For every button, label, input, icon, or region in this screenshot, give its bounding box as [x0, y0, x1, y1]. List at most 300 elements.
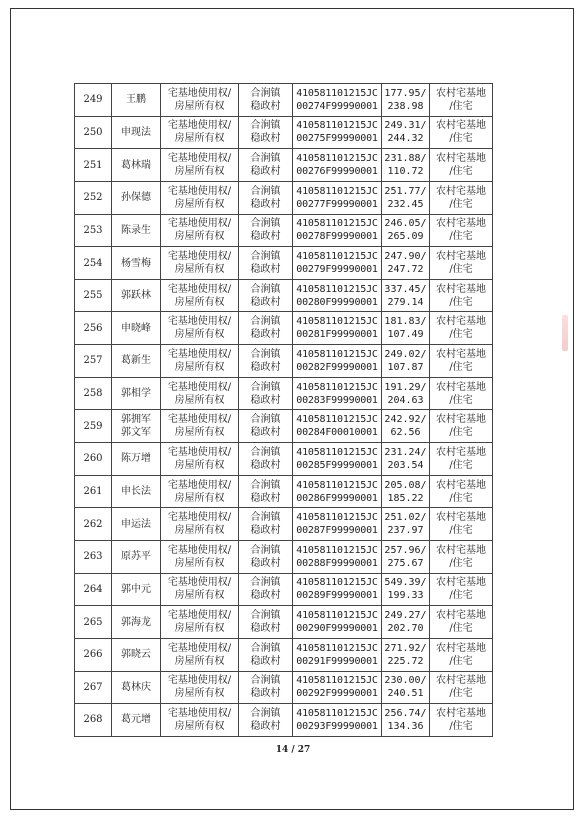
- location-line: 合涧镇: [250, 577, 281, 589]
- location-cell: [239, 345, 293, 378]
- owner-name-cell: 申长法: [112, 475, 161, 508]
- location-line: 合涧镇: [250, 446, 281, 458]
- table-row: [75, 540, 493, 573]
- location-cell: [239, 443, 293, 476]
- right-type-cell: [161, 606, 239, 639]
- area-line: 199.33: [387, 590, 424, 602]
- parcel-code-line: 00286F99990001: [296, 492, 378, 504]
- land-use-line: /住宅: [449, 688, 473, 700]
- land-use-line: 农村宅基地: [436, 610, 486, 622]
- land-use-cell: [430, 312, 493, 345]
- parcel-code-line: 410581101215JC: [296, 120, 378, 132]
- area-cell: [382, 214, 430, 247]
- area-line: 203.54: [387, 459, 424, 471]
- area-cell: [382, 410, 430, 443]
- land-use-line: 农村宅基地: [436, 348, 486, 360]
- location-line: 合涧镇: [250, 251, 281, 263]
- land-use-cell: [430, 84, 493, 117]
- area-line: 230.00/: [384, 675, 427, 687]
- right-type-line: 宅基地使用权/: [167, 153, 232, 165]
- row-number-cell: 265: [75, 606, 112, 639]
- area-line: 242.92/: [384, 414, 427, 426]
- row-number-cell: 257: [75, 345, 112, 378]
- parcel-code-line: 410581101215JC: [296, 479, 378, 491]
- row-number-cell: 262: [75, 508, 112, 541]
- page-number: 14 / 27: [275, 745, 311, 755]
- location-cell: [239, 149, 293, 182]
- owner-name-cell: [112, 410, 161, 443]
- parcel-code-line: 410581101215JC: [296, 283, 378, 295]
- right-type-line: 宅基地使用权/: [167, 414, 232, 426]
- parcel-code-line: 410581101215JC: [296, 610, 378, 622]
- right-type-line: 房屋所有权: [174, 329, 225, 341]
- parcel-code-cell: [293, 214, 382, 247]
- land-use-line: /住宅: [449, 655, 473, 667]
- location-line: 稳政村: [250, 492, 281, 504]
- parcel-code-line: 410581101215JC: [296, 251, 378, 263]
- parcel-code-line: 410581101215JC: [296, 642, 378, 654]
- table-row: [75, 149, 493, 182]
- location-line: 稳政村: [250, 459, 281, 471]
- land-use-line: 农村宅基地: [436, 479, 486, 491]
- land-use-line: /住宅: [449, 525, 473, 537]
- location-line: 稳政村: [250, 720, 281, 732]
- land-use-cell: [430, 573, 493, 606]
- right-type-cell: [161, 312, 239, 345]
- right-type-cell: [161, 116, 239, 149]
- right-type-line: 房屋所有权: [174, 231, 225, 243]
- row-number-cell: 258: [75, 377, 112, 410]
- row-number-cell: 259: [75, 410, 112, 443]
- red-margin-mark: [562, 315, 568, 351]
- parcel-code-line: 00278F99990001: [296, 231, 378, 243]
- area-cell: [382, 181, 430, 214]
- parcel-code-line: 00291F99990001: [296, 655, 378, 667]
- land-use-line: 农村宅基地: [436, 675, 486, 687]
- area-line: 265.09: [387, 231, 424, 243]
- row-number-cell: 249: [75, 84, 112, 117]
- land-use-line: /住宅: [449, 590, 473, 602]
- area-line: 191.29/: [384, 381, 427, 393]
- land-use-line: /住宅: [449, 231, 473, 243]
- land-use-cell: [430, 345, 493, 378]
- land-use-cell: [430, 410, 493, 443]
- area-cell: [382, 345, 430, 378]
- location-line: 合涧镇: [250, 642, 281, 654]
- owner-name-cell: 杨雪梅: [112, 247, 161, 280]
- right-type-line: 宅基地使用权/: [167, 120, 232, 132]
- right-type-line: 房屋所有权: [174, 655, 225, 667]
- parcel-code-line: 00280F99990001: [296, 296, 378, 308]
- table-row: [75, 116, 493, 149]
- location-cell: [239, 638, 293, 671]
- parcel-code-line: 410581101215JC: [296, 316, 378, 328]
- parcel-code-cell: [293, 606, 382, 639]
- area-cell: [382, 443, 430, 476]
- area-line: 107.87: [387, 361, 424, 373]
- right-type-line: 宅基地使用权/: [167, 381, 232, 393]
- location-cell: [239, 410, 293, 443]
- parcel-code-cell: [293, 345, 382, 378]
- land-use-cell: [430, 181, 493, 214]
- owner-name-cell: 陈录生: [112, 214, 161, 247]
- right-type-line: 宅基地使用权/: [167, 642, 232, 654]
- table-row: [75, 638, 493, 671]
- parcel-code-line: 00279F99990001: [296, 264, 378, 276]
- area-cell: [382, 475, 430, 508]
- row-number-cell: 260: [75, 443, 112, 476]
- owner-name-cell: 陈万增: [112, 443, 161, 476]
- parcel-code-line: 410581101215JC: [296, 414, 378, 426]
- parcel-code-line: 410581101215JC: [296, 675, 378, 687]
- owner-name-cell: 申晓峰: [112, 312, 161, 345]
- right-type-line: 房屋所有权: [174, 361, 225, 373]
- right-type-cell: [161, 443, 239, 476]
- location-line: 稳政村: [250, 133, 281, 145]
- land-use-cell: [430, 116, 493, 149]
- land-use-cell: [430, 606, 493, 639]
- parcel-code-cell: [293, 377, 382, 410]
- location-line: 稳政村: [250, 655, 281, 667]
- location-cell: [239, 606, 293, 639]
- land-use-cell: [430, 638, 493, 671]
- right-type-cell: [161, 377, 239, 410]
- right-type-line: 房屋所有权: [174, 623, 225, 635]
- land-use-line: 农村宅基地: [436, 446, 486, 458]
- land-use-line: /住宅: [449, 100, 473, 112]
- area-line: 279.14: [387, 296, 424, 308]
- land-use-line: 农村宅基地: [436, 414, 486, 426]
- table-row: [75, 410, 493, 443]
- right-type-cell: [161, 149, 239, 182]
- row-number-cell: 252: [75, 181, 112, 214]
- table-row: [75, 312, 493, 345]
- right-type-line: 宅基地使用权/: [167, 707, 232, 719]
- right-type-cell: [161, 638, 239, 671]
- owner-name-cell: 郭跃林: [112, 279, 161, 312]
- parcel-code-cell: [293, 443, 382, 476]
- right-type-cell: [161, 475, 239, 508]
- parcel-code-line: 00288F99990001: [296, 557, 378, 569]
- land-use-line: 农村宅基地: [436, 512, 486, 524]
- location-cell: [239, 181, 293, 214]
- area-line: 185.22: [387, 492, 424, 504]
- right-type-line: 房屋所有权: [174, 492, 225, 504]
- land-use-line: /住宅: [449, 459, 473, 471]
- table-row: [75, 279, 493, 312]
- parcel-code-cell: [293, 84, 382, 117]
- land-use-line: /住宅: [449, 427, 473, 439]
- parcel-code-cell: [293, 279, 382, 312]
- area-cell: [382, 508, 430, 541]
- location-line: 合涧镇: [250, 283, 281, 295]
- right-type-line: 房屋所有权: [174, 459, 225, 471]
- land-use-cell: [430, 508, 493, 541]
- table-row: [75, 508, 493, 541]
- land-use-line: /住宅: [449, 361, 473, 373]
- location-line: 合涧镇: [250, 120, 281, 132]
- parcel-code-line: 00285F99990001: [296, 459, 378, 471]
- area-line: 232.45: [387, 198, 424, 210]
- table-row: [75, 214, 493, 247]
- area-line: 247.72: [387, 264, 424, 276]
- location-line: 合涧镇: [250, 675, 281, 687]
- parcel-code-line: 410581101215JC: [296, 87, 378, 99]
- location-line: 稳政村: [250, 623, 281, 635]
- land-use-cell: [430, 540, 493, 573]
- right-type-line: 房屋所有权: [174, 688, 225, 700]
- area-line: 62.56: [390, 427, 421, 439]
- parcel-code-line: 410581101215JC: [296, 707, 378, 719]
- area-line: 181.83/: [384, 316, 427, 328]
- row-number-cell: 251: [75, 149, 112, 182]
- location-line: 稳政村: [250, 329, 281, 341]
- location-cell: [239, 573, 293, 606]
- location-line: 稳政村: [250, 296, 281, 308]
- land-use-line: 农村宅基地: [436, 153, 486, 165]
- table-row: [75, 475, 493, 508]
- location-line: 合涧镇: [250, 218, 281, 230]
- parcel-code-cell: [293, 181, 382, 214]
- right-type-cell: [161, 540, 239, 573]
- land-use-cell: [430, 671, 493, 704]
- table-row: [75, 345, 493, 378]
- right-type-line: 房屋所有权: [174, 133, 225, 145]
- table-row: [75, 84, 493, 117]
- area-line: 244.32: [387, 133, 424, 145]
- row-number-cell: 253: [75, 214, 112, 247]
- location-line: 合涧镇: [250, 707, 281, 719]
- parcel-code-cell: [293, 116, 382, 149]
- parcel-code-line: 410581101215JC: [296, 153, 378, 165]
- land-use-line: 农村宅基地: [436, 544, 486, 556]
- area-line: 251.02/: [384, 512, 427, 524]
- location-line: 合涧镇: [250, 512, 281, 524]
- right-type-cell: [161, 247, 239, 280]
- parcel-code-line: 00292F99990001: [296, 688, 378, 700]
- location-line: 稳政村: [250, 557, 281, 569]
- location-cell: [239, 214, 293, 247]
- location-line: 合涧镇: [250, 316, 281, 328]
- location-line: 稳政村: [250, 361, 281, 373]
- right-type-cell: [161, 214, 239, 247]
- right-type-cell: [161, 345, 239, 378]
- location-line: 稳政村: [250, 264, 281, 276]
- location-line: 合涧镇: [250, 153, 281, 165]
- land-use-line: /住宅: [449, 492, 473, 504]
- parcel-code-cell: [293, 638, 382, 671]
- location-line: 稳政村: [250, 525, 281, 537]
- records-table-body: [75, 84, 493, 737]
- land-use-line: 农村宅基地: [436, 642, 486, 654]
- row-number-cell: 268: [75, 704, 112, 737]
- land-use-line: /住宅: [449, 557, 473, 569]
- area-line: 177.95/: [384, 87, 427, 99]
- land-use-line: 农村宅基地: [436, 381, 486, 393]
- parcel-code-line: 00290F99990001: [296, 623, 378, 635]
- location-cell: [239, 377, 293, 410]
- owner-name-line: 郭拥军: [121, 414, 151, 426]
- parcel-code-cell: [293, 573, 382, 606]
- right-type-line: 宅基地使用权/: [167, 185, 232, 197]
- parcel-code-line: 410581101215JC: [296, 381, 378, 393]
- table-row: [75, 247, 493, 280]
- location-line: 合涧镇: [250, 479, 281, 491]
- land-use-line: /住宅: [449, 329, 473, 341]
- parcel-code-cell: [293, 671, 382, 704]
- land-use-cell: [430, 475, 493, 508]
- land-use-line: /住宅: [449, 264, 473, 276]
- area-cell: [382, 149, 430, 182]
- parcel-code-line: 00287F99990001: [296, 525, 378, 537]
- row-number-cell: 263: [75, 540, 112, 573]
- area-cell: [382, 638, 430, 671]
- land-use-cell: [430, 704, 493, 737]
- right-type-line: 宅基地使用权/: [167, 512, 232, 524]
- owner-name-cell: 葛林瑞: [112, 149, 161, 182]
- area-line: 549.39/: [384, 577, 427, 589]
- location-cell: [239, 247, 293, 280]
- right-type-line: 房屋所有权: [174, 557, 225, 569]
- location-cell: [239, 312, 293, 345]
- land-use-line: /住宅: [449, 720, 473, 732]
- location-line: 合涧镇: [250, 87, 281, 99]
- area-line: 275.67: [387, 557, 424, 569]
- parcel-code-cell: [293, 475, 382, 508]
- table-row: [75, 443, 493, 476]
- right-type-line: 宅基地使用权/: [167, 251, 232, 263]
- location-cell: [239, 279, 293, 312]
- location-line: 稳政村: [250, 198, 281, 210]
- location-line: 稳政村: [250, 231, 281, 243]
- area-line: 205.08/: [384, 479, 427, 491]
- location-line: 稳政村: [250, 590, 281, 602]
- land-use-line: 农村宅基地: [436, 87, 486, 99]
- right-type-line: 房屋所有权: [174, 198, 225, 210]
- area-line: 246.05/: [384, 218, 427, 230]
- location-line: 稳政村: [250, 427, 281, 439]
- parcel-code-line: 00281F99990001: [296, 329, 378, 341]
- land-use-line: /住宅: [449, 394, 473, 406]
- owner-name-cell: 申运法: [112, 508, 161, 541]
- row-number-cell: 256: [75, 312, 112, 345]
- table-row: [75, 181, 493, 214]
- right-type-cell: [161, 410, 239, 443]
- area-line: 238.98: [387, 100, 424, 112]
- owner-name-cell: 王鹏: [112, 84, 161, 117]
- table-row: [75, 671, 493, 704]
- location-line: 稳政村: [250, 100, 281, 112]
- area-cell: [382, 573, 430, 606]
- area-line: 271.92/: [384, 642, 427, 654]
- parcel-code-cell: [293, 704, 382, 737]
- right-type-line: 房屋所有权: [174, 720, 225, 732]
- right-type-line: 房屋所有权: [174, 394, 225, 406]
- location-line: 稳政村: [250, 166, 281, 178]
- owner-name-cell: 原苏平: [112, 540, 161, 573]
- location-cell: [239, 84, 293, 117]
- location-cell: [239, 116, 293, 149]
- location-line: 合涧镇: [250, 348, 281, 360]
- parcel-code-line: 00275F99990001: [296, 133, 378, 145]
- owner-name-cell: 申现法: [112, 116, 161, 149]
- right-type-line: 房屋所有权: [174, 427, 225, 439]
- records-table: [74, 83, 493, 737]
- land-use-line: /住宅: [449, 133, 473, 145]
- area-cell: [382, 377, 430, 410]
- parcel-code-line: 410581101215JC: [296, 348, 378, 360]
- right-type-line: 宅基地使用权/: [167, 577, 232, 589]
- location-line: 合涧镇: [250, 414, 281, 426]
- parcel-code-cell: [293, 312, 382, 345]
- right-type-line: 宅基地使用权/: [167, 675, 232, 687]
- right-type-cell: [161, 279, 239, 312]
- parcel-code-cell: [293, 149, 382, 182]
- area-line: 256.74/: [384, 707, 427, 719]
- area-line: 240.51: [387, 688, 424, 700]
- area-line: 251.77/: [384, 185, 427, 197]
- location-line: 稳政村: [250, 394, 281, 406]
- row-number-cell: 250: [75, 116, 112, 149]
- land-use-line: 农村宅基地: [436, 120, 486, 132]
- area-line: 110.72: [387, 166, 424, 178]
- area-line: 337.45/: [384, 283, 427, 295]
- land-use-cell: [430, 279, 493, 312]
- owner-name-line: 郭文军: [121, 427, 151, 439]
- land-use-line: 农村宅基地: [436, 707, 486, 719]
- parcel-code-cell: [293, 540, 382, 573]
- land-use-cell: [430, 377, 493, 410]
- area-cell: [382, 606, 430, 639]
- area-line: 249.31/: [384, 120, 427, 132]
- area-cell: [382, 704, 430, 737]
- right-type-line: 宅基地使用权/: [167, 610, 232, 622]
- owner-name-cell: 郭晓云: [112, 638, 161, 671]
- right-type-cell: [161, 671, 239, 704]
- land-use-cell: [430, 214, 493, 247]
- land-use-cell: [430, 247, 493, 280]
- land-use-line: 农村宅基地: [436, 251, 486, 263]
- land-use-line: 农村宅基地: [436, 283, 486, 295]
- land-use-line: /住宅: [449, 198, 473, 210]
- location-cell: [239, 540, 293, 573]
- area-line: 249.02/: [384, 348, 427, 360]
- right-type-line: 宅基地使用权/: [167, 348, 232, 360]
- parcel-code-line: 410581101215JC: [296, 512, 378, 524]
- table-row: [75, 377, 493, 410]
- right-type-cell: [161, 84, 239, 117]
- right-type-line: 房屋所有权: [174, 296, 225, 308]
- area-line: 107.49: [387, 329, 424, 341]
- parcel-code-line: 410581101215JC: [296, 577, 378, 589]
- parcel-code-line: 00282F99990001: [296, 361, 378, 373]
- parcel-code-line: 00283F99990001: [296, 394, 378, 406]
- land-use-line: 农村宅基地: [436, 577, 486, 589]
- parcel-code-line: 00274F99990001: [296, 100, 378, 112]
- right-type-line: 宅基地使用权/: [167, 218, 232, 230]
- owner-name-cell: 郭相学: [112, 377, 161, 410]
- right-type-line: 宅基地使用权/: [167, 544, 232, 556]
- right-type-line: 宅基地使用权/: [167, 446, 232, 458]
- owner-name-cell: 孙保德: [112, 181, 161, 214]
- parcel-code-line: 410581101215JC: [296, 544, 378, 556]
- owner-name-cell: 葛林庆: [112, 671, 161, 704]
- area-line: 257.96/: [384, 544, 427, 556]
- land-use-line: 农村宅基地: [436, 185, 486, 197]
- parcel-code-line: 00276F99990001: [296, 166, 378, 178]
- parcel-code-line: 00293F99990001: [296, 720, 378, 732]
- right-type-cell: [161, 573, 239, 606]
